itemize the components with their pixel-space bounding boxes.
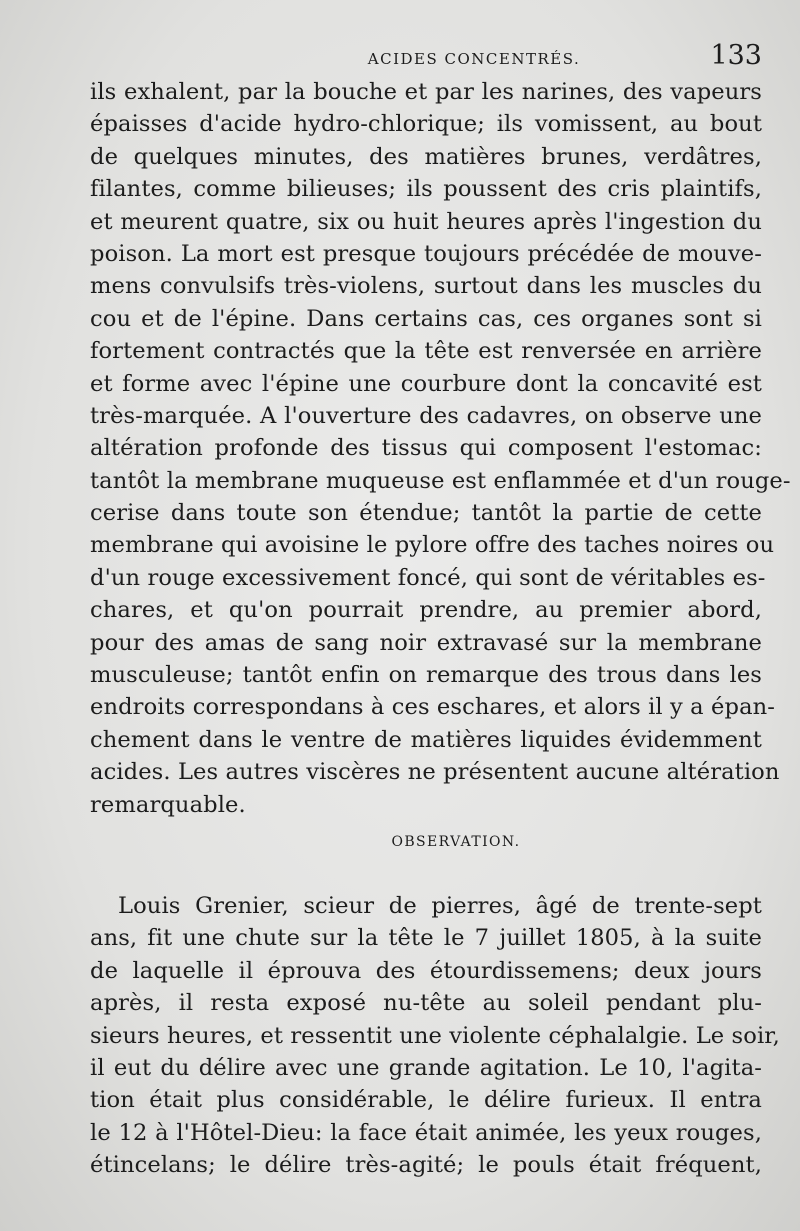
text-line: sieurs heures, et ressentit une violente céphalalgie. Le soir, — [90, 1022, 780, 1049]
page-number: 133 — [710, 40, 762, 71]
text-line: poison. La mort est presque toujours précédée de mouve- — [90, 240, 762, 267]
running-head: ACIDES CONCENTRÉS. — [367, 50, 581, 68]
text-line: d'un rouge excessivement foncé, qui sont de véritables es- — [90, 564, 766, 591]
text-line: très-marquée. A l'ouverture des cadavres, on observe une — [90, 402, 762, 429]
page-header — [90, 38, 762, 74]
text-line: pour des amas de sang noir extravasé sur la membrane — [90, 629, 762, 656]
paragraph-poisoning-symptoms — [90, 76, 791, 821]
text-line: fortement contractés que la tête est renversée en arrière — [90, 338, 762, 365]
text-line: de quelques minutes, des matières brunes, verdâtres, — [90, 143, 762, 170]
text-line: étincelans; le délire très-agité; le pouls était fréquent, — [90, 1152, 762, 1179]
text-line: cou et de l'épine. Dans certains cas, ces organes sont si — [90, 305, 762, 332]
text-line: ans, fit une chute sur la tête le 7 juillet 1805, à la suite — [90, 925, 762, 952]
paragraph-observation-case — [90, 890, 780, 1182]
text-line: et forme avec l'épine une courbure dont la concavité est — [90, 370, 762, 397]
text-line: mens convulsifs très-violens, surtout dans les muscles du — [90, 273, 762, 300]
section-heading-observation: OBSERVATION. — [391, 834, 521, 850]
text-line: tantôt la membrane muqueuse est enflammée et d'un rouge- — [90, 467, 791, 494]
text-line: chares, et qu'on pourrait prendre, au premier abord, — [90, 597, 762, 624]
text-line: altération profonde des tissus qui composent l'estomac: — [90, 435, 762, 462]
text-line: épaisses d'acide hydro-chlorique; ils vomissent, au bout — [90, 111, 762, 138]
text-line: chement dans le ventre de matières liquides évidemment — [90, 726, 762, 753]
text-line: Louis Grenier, scieur de pierres, âgé de trente-sept — [118, 893, 762, 919]
text-line: le 12 à l'Hôtel-Dieu: la face était animée, les yeux rouges, — [90, 1119, 762, 1146]
text-line: de laquelle il éprouva des étourdissemens; deux jours — [90, 957, 762, 984]
text-line: endroits correspondans à ces eschares, et alors il y a épan- — [90, 694, 776, 721]
text-line: ils exhalent, par la bouche et par les narines, des vapeurs — [90, 79, 762, 105]
text-line: et meurent quatre, six ou huit heures après l'ingestion du — [90, 208, 762, 235]
text-line: remarquable. — [90, 791, 246, 818]
text-line: tion était plus considérable, le délire furieux. Il entra — [90, 1087, 762, 1114]
text-line: après, il resta exposé nu-tête au soleil pendant plu- — [90, 990, 762, 1017]
text-line: cerise dans toute son étendue; tantôt la partie de cette — [90, 500, 762, 527]
text-line: acides. Les autres viscères ne présentent aucune altération — [90, 759, 780, 786]
text-line: musculeuse; tantôt enfin on remarque des trous dans les — [90, 662, 762, 689]
text-line: filantes, comme bilieuses; ils poussent des cris plaintifs, — [90, 176, 762, 203]
text-line: membrane qui avoisine le pylore offre des taches noires ou — [90, 532, 775, 559]
text-line: il eut du délire avec une grande agitation. Le 10, l'agita- — [90, 1054, 762, 1081]
